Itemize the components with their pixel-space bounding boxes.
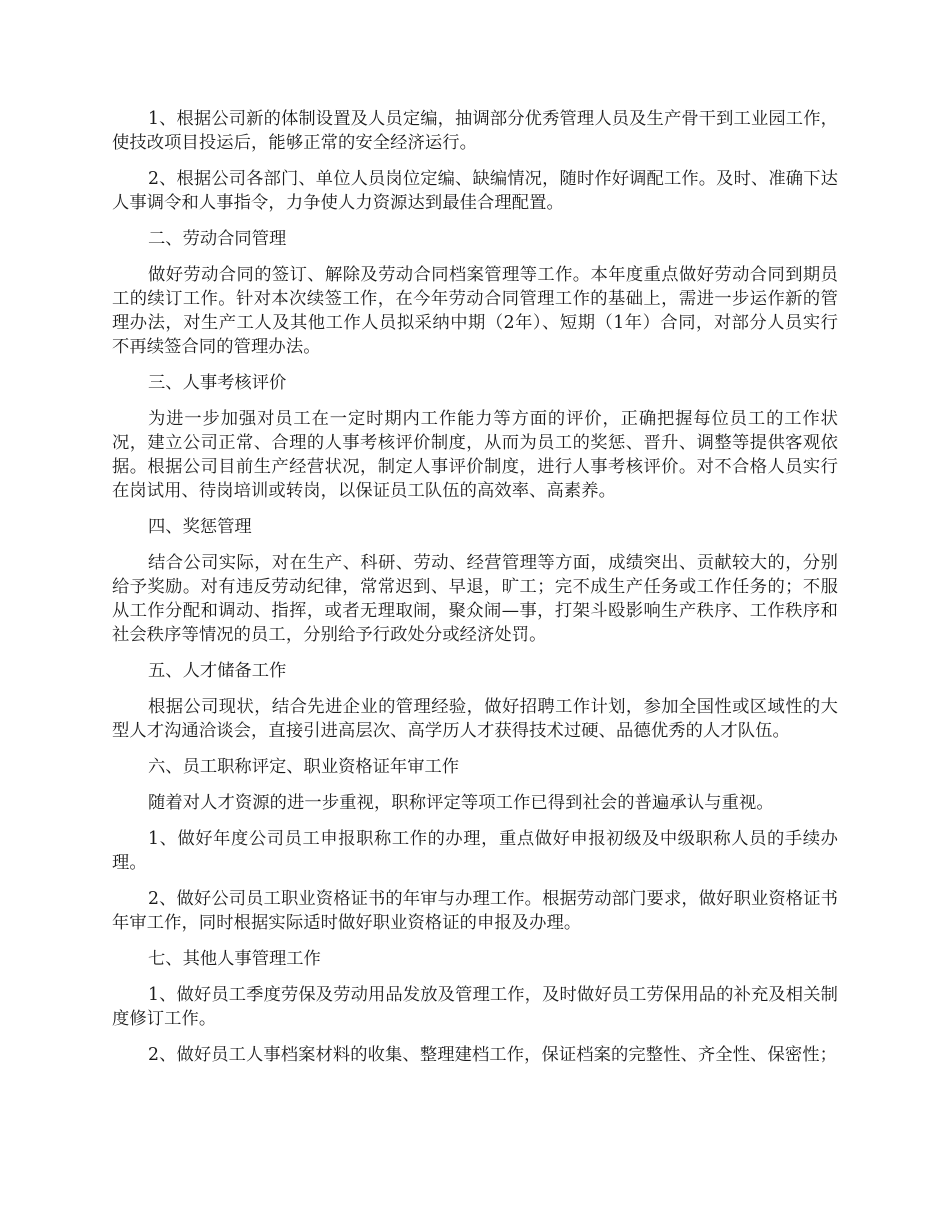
heading-other-hr-work: 七、其他人事管理工作	[148, 949, 321, 969]
para-item-1-staffing: 1、根据公司新的体制设置及人员定编，抽调部分优秀管理人员及生产骨干到工业园工作，使技改项目投运后，能够正常的安全经济运行。	[112, 109, 838, 153]
para-rewards-penalties: 结合公司实际，对在生产、科研、劳动、经营管理等方面，成绩突出、贡献较大的，分别给予奖励。对有违反劳动纪律，常常迟到、早退，旷工；完不成生产任务或工作任务的；不服从工作分配和调动、指挥，或者无理取闹，聚众闹—事，打架斗殴影响生产秩序、工作秩序和社会秩序等情况的员工，分别给予行政处分或经济处罚。	[112, 553, 838, 645]
para-labor-contract: 做好劳动合同的签订、解除及劳动合同档案管理等工作。本年度重点做好劳动合同到期员工的续订工作。针对本次续签工作，在今年劳动合同管理工作的基础上，需进一步运作新的管理办法，对生产工人及其他工作人员拟采纳中期（2年）、短期（1年）合同，对部分人员实行不再续签合同的管理办法。	[112, 265, 838, 357]
heading-labor-contract: 二、劳动合同管理	[148, 229, 287, 249]
para-item-2-allocation: 2、根据公司各部门、单位人员岗位定编、缺编情况，随时作好调配工作。及时、准确下达人事调令和人事指令，力争使人力资源达到最佳合理配置。	[112, 169, 838, 213]
para-title-item-2: 2、做好公司员工职业资格证书的年审与办理工作。根据劳动部门要求，做好职业资格证书年审工作，同时根据实际适时做好职业资格证的申报及办理。	[112, 889, 838, 933]
para-talent-reserve: 根据公司现状，结合先进企业的管理经验，做好招聘工作计划，参加全国性或区域性的大型人才沟通洽谈会，直接引进高层次、高学历人才获得技术过硬、品德优秀的人才队伍。	[112, 697, 838, 741]
para-title-item-1: 1、做好年度公司员工申报职称工作的办理，重点做好申报初级及中级职称人员的手续办理。	[112, 829, 838, 873]
document-page	[112, 107, 838, 1079]
heading-talent-reserve: 五、人才储备工作	[148, 661, 287, 681]
para-title-certification-intro: 随着对人才资源的进一步重视，职称评定等项工作已得到社会的普遍承认与重视。	[148, 793, 774, 813]
heading-rewards-penalties: 四、奖惩管理	[148, 517, 252, 537]
para-personnel-assessment: 为进一步加强对员工在一定时期内工作能力等方面的评价，正确把握每位员工的工作状况，建立公司正常、合理的人事考核评价制度，从而为员工的奖惩、晋升、调整等提供客观依据。根据公司目前生产经营状况，制定人事评价制度，进行人事考核评价。对不合格人员实行在岗试用、待岗培训或转岗，以保证员工队伍的高效率、高素养。	[112, 409, 838, 501]
para-other-item-2: 2、做好员工人事档案材料的收集、整理建档工作，保证档案的完整性、齐全性、保密性；	[148, 1045, 837, 1065]
para-other-item-1: 1、做好员工季度劳保及劳动用品发放及管理工作，及时做好员工劳保用品的补充及相关制度修订工作。	[112, 985, 838, 1029]
heading-title-certification: 六、员工职称评定、职业资格证年审工作	[148, 757, 460, 777]
heading-personnel-assessment: 三、人事考核评价	[148, 373, 287, 393]
